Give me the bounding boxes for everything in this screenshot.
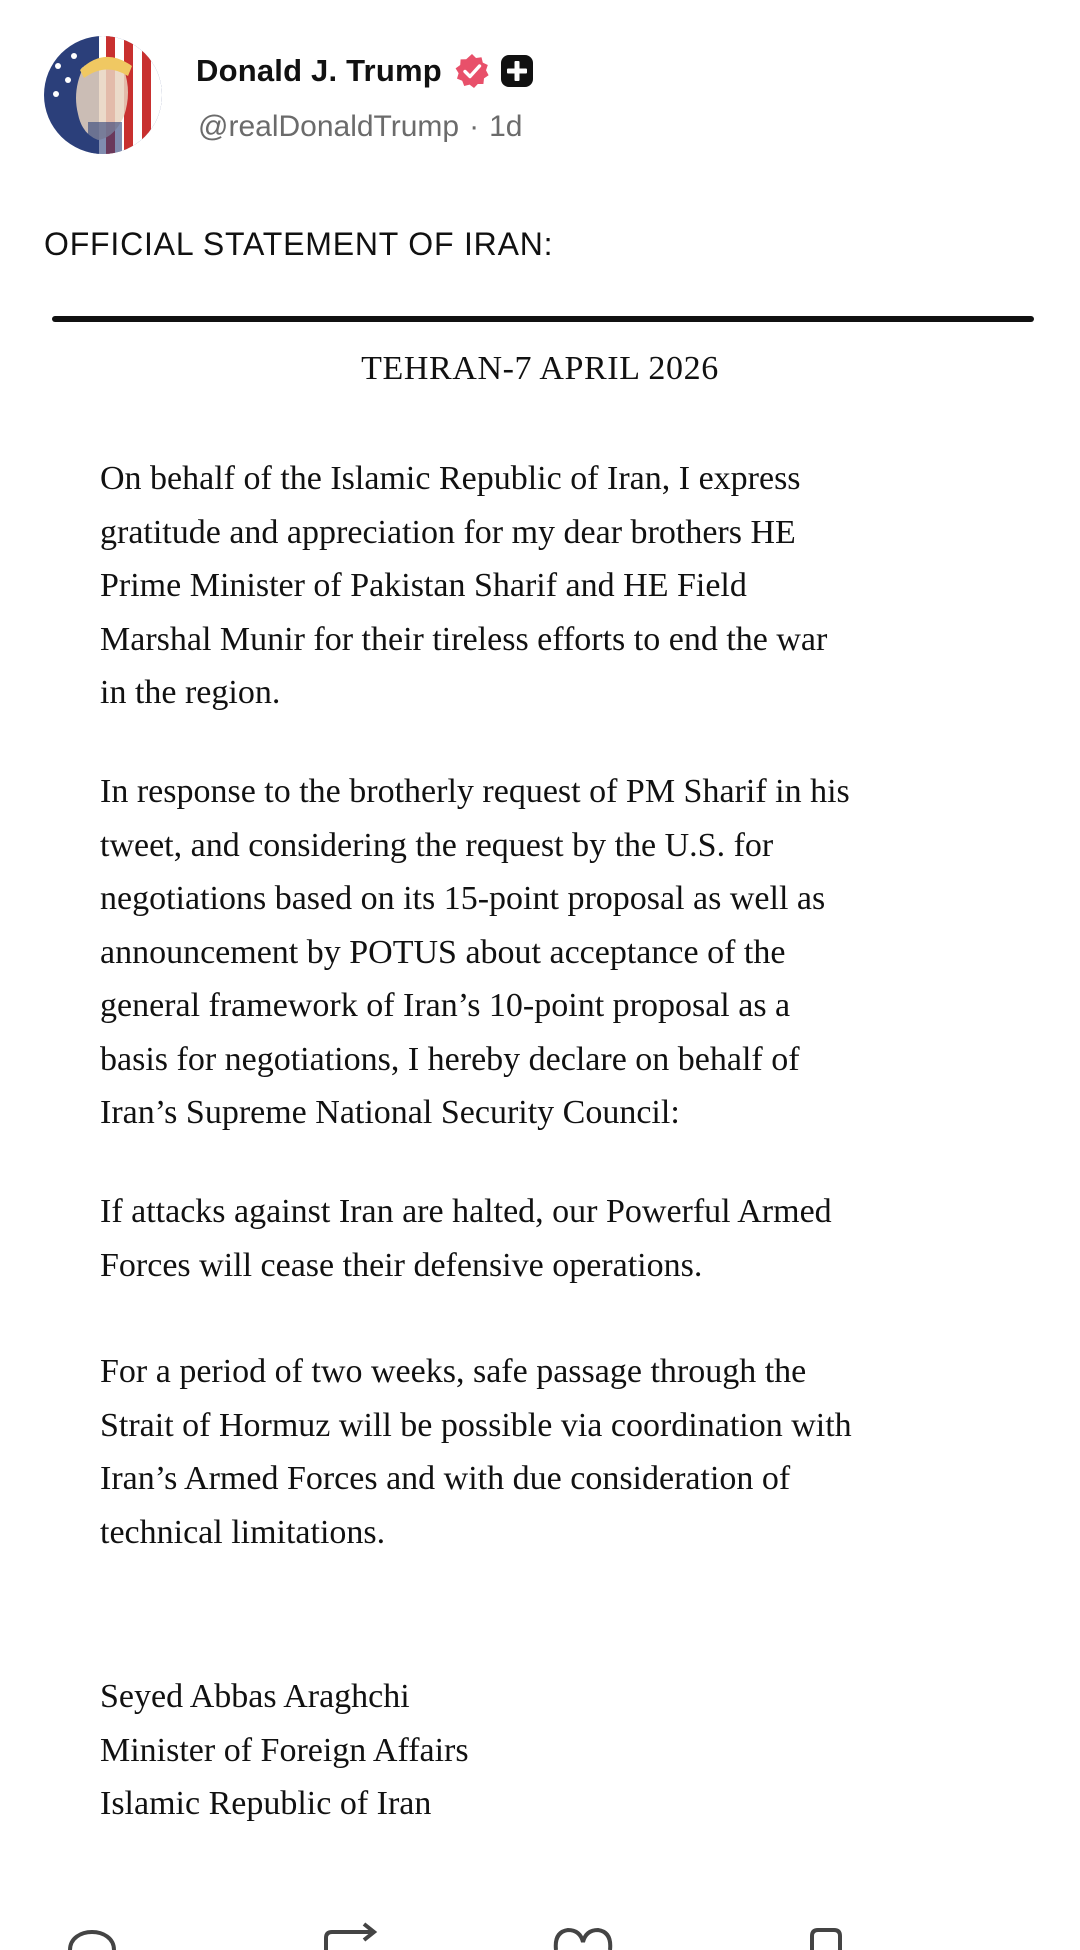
- dateline: TEHRAN-7 APRIL 2026: [361, 350, 719, 387]
- paragraph-2: [100, 765, 1040, 1140]
- like-icon[interactable]: [550, 1910, 616, 1950]
- separator-dot: ·: [469, 110, 480, 143]
- paragraph-line: general framework of Iran’s 10-point proposal as a: [100, 987, 791, 1024]
- signature-name: Seyed Abbas Araghchi: [100, 1678, 410, 1715]
- post-header: [44, 36, 1044, 166]
- plus-badge-icon: [500, 54, 534, 88]
- paragraph-line: Iran’s Armed Forces and with due consideration of: [100, 1460, 791, 1497]
- paragraph-line: If attacks against Iran are halted, our Powerful Armed: [100, 1193, 832, 1230]
- paragraph-line: Iran’s Supreme National Security Council:: [100, 1094, 680, 1131]
- reply-icon[interactable]: [62, 1910, 122, 1950]
- paragraph-line: basis for negotiations, I hereby declare on behalf of: [100, 1040, 800, 1078]
- paragraph-line: Prime Minister of Pakistan Sharif and HE Field: [100, 567, 747, 604]
- header-rule: [52, 316, 1034, 322]
- signature-block: [100, 1670, 469, 1831]
- paragraph-line: negotiations based on its 15-point proposal as well as: [100, 880, 826, 917]
- paragraph-line: tweet, and considering the request by the U.S. for: [100, 826, 774, 864]
- paragraph-3: [100, 1185, 1040, 1292]
- signature-title: Minister of Foreign Affairs: [100, 1731, 469, 1769]
- paragraph-line: announcement by POTUS about acceptance of the: [100, 933, 786, 971]
- paragraph-line: technical limitations.: [100, 1513, 386, 1551]
- name-row: [196, 46, 534, 96]
- paragraph-line: Strait of Hormuz will be possible via coordination with: [100, 1406, 852, 1444]
- bookmark-icon[interactable]: [806, 1910, 846, 1950]
- paragraph-4: [100, 1345, 1040, 1559]
- post-actions-bar: [0, 1910, 1080, 1950]
- paragraph-line: gratitude and appreciation for my dear brothers HE: [100, 513, 796, 551]
- verified-badge-icon: [454, 53, 490, 89]
- display-name[interactable]: Donald J. Trump: [196, 53, 442, 88]
- repost-icon[interactable]: [318, 1910, 384, 1950]
- paragraph-1: [100, 452, 1040, 720]
- avatar[interactable]: [44, 36, 162, 154]
- paragraph-line: For a period of two weeks, safe passage through the: [100, 1353, 807, 1390]
- statement-document: [0, 300, 1080, 1900]
- paragraph-line: in the region.: [100, 674, 281, 711]
- post-age: 1d: [489, 110, 523, 143]
- handle-row: [198, 110, 522, 144]
- paragraph-line: Forces will cease their defensive operations.: [100, 1246, 703, 1284]
- post-intro-text: OFFICIAL STATEMENT OF IRAN:: [44, 226, 554, 262]
- signature-country: Islamic Republic of Iran: [100, 1785, 432, 1822]
- avatar-image: [44, 36, 162, 154]
- paragraph-line: In response to the brotherly request of PM Sharif in his: [100, 773, 850, 810]
- paragraph-line: Marshal Munir for their tireless efforts to end the war: [100, 620, 828, 658]
- handle[interactable]: @realDonaldTrump: [198, 110, 460, 143]
- paragraph-line: On behalf of the Islamic Republic of Iran, I express: [100, 460, 801, 497]
